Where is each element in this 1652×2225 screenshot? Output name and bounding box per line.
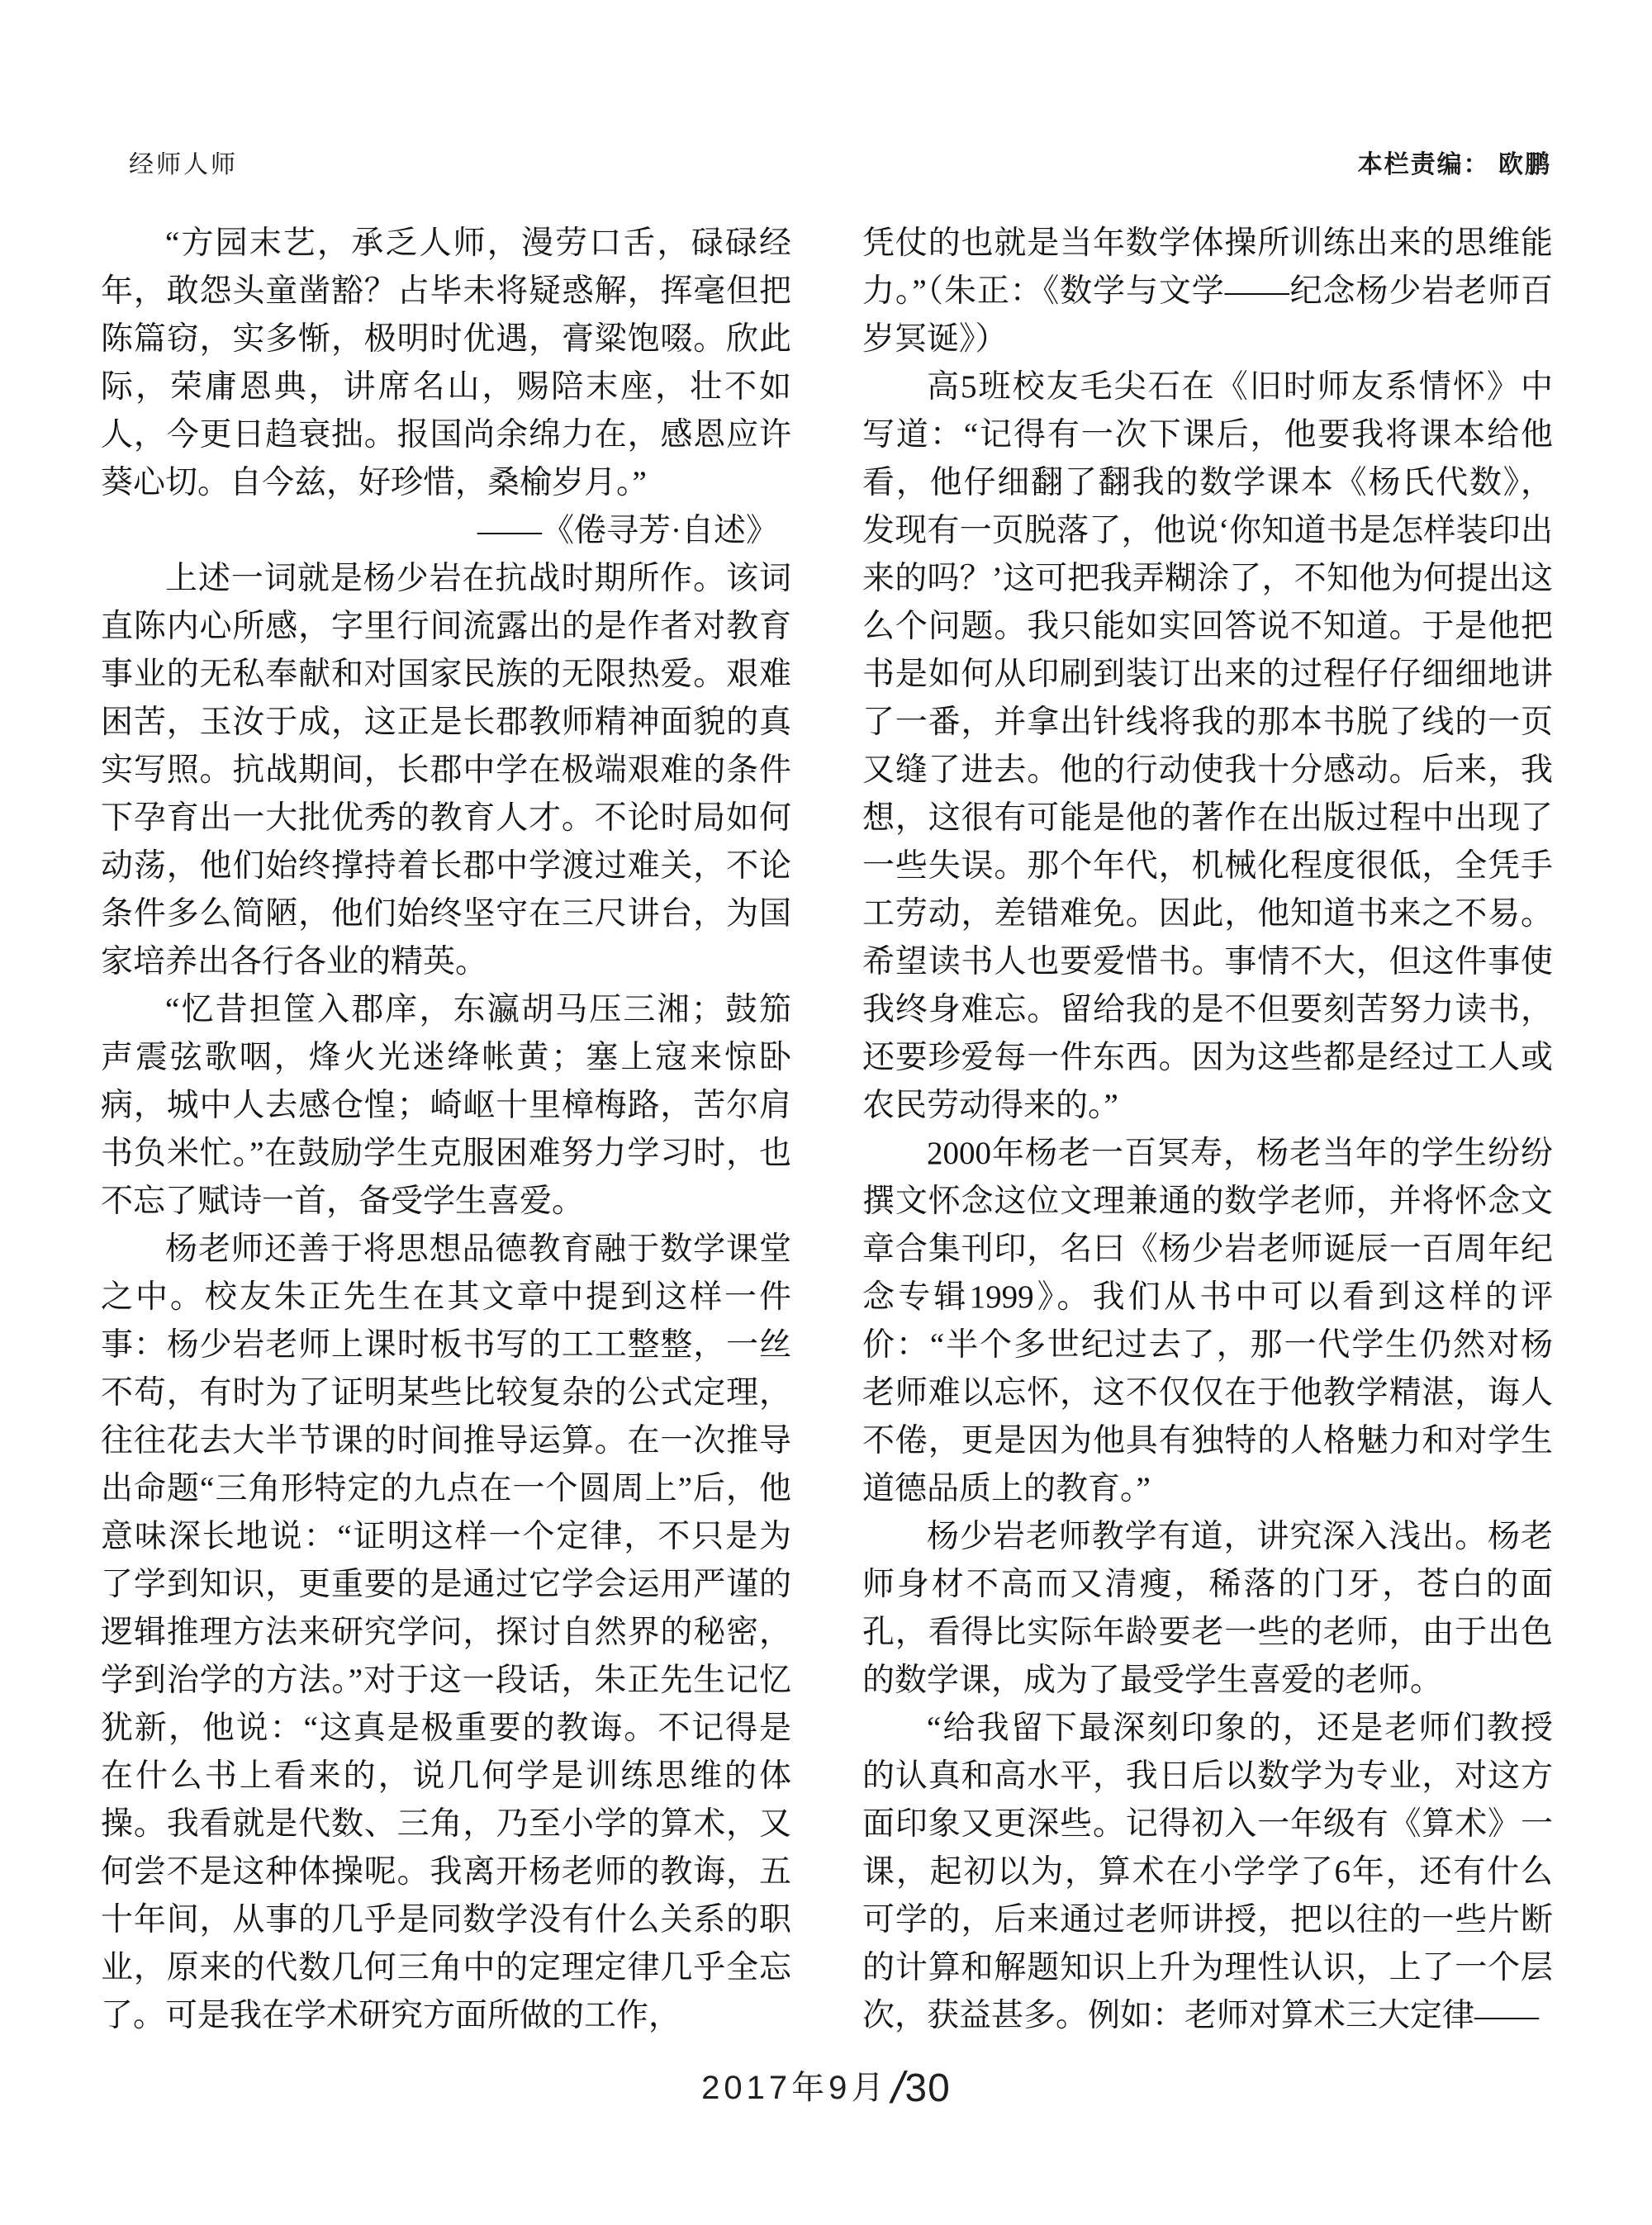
continuation-paragraph: 凭仗的也就是当年数学体操所训练出来的思维能力。”（朱正：《数学与文学——纪念杨少岩老师百岁冥诞》）: [862, 225, 1553, 357]
section-title: 经师人师: [129, 151, 238, 178]
right-text-column: [862, 220, 1553, 2040]
poem-quote-paragraph: “忆昔担筐入郡庠，东瀛胡马压三湘；鼓笳声震弦歌咽，烽火光迷绛帐黄；塞上寇来惊卧病，城中人去感仓惶；崎岖十里樟梅路，苦尔肩书负米忙。”在鼓励学生克服困难努力学习时，也不忘了赋诗一首，备受学生喜爱。: [101, 992, 791, 1219]
left-text-column: [101, 220, 791, 2040]
page-number: 30: [904, 2066, 951, 2110]
editor-credit: 本栏责编： 欧鹏: [1357, 151, 1551, 178]
body-paragraph: 上述一词就是杨少岩在抗战时期所作。该词直陈内心所感，字里行间流露出的是作者对教育事业的无私奉献和对国家民族的无限热爱。艰难困苦，玉汝于成，这正是长郡教师精神面貌的真实写照。抗战期间，长郡中学在极端艰难的条件下孕育出一大批优秀的教育人才。不论时局如何动荡，他们始终撑持着长郡中学渡过难关，不论条件多么简陋，他们始终坚守在三尺讲台，为国家培养出各行各业的精英。: [101, 561, 791, 980]
poem-attribution: ——《倦寻芳·自述》: [477, 513, 778, 548]
body-paragraph: “给我留下最深刻印象的，还是老师们教授的认真和高水平，我日后以数学为专业，对这方面印象又更深些。记得初入一年级有《算术》一课，起初以为，算术在小学学了6年，还有什么可学的，后来通过老师讲授，把以往的一些片断的计算和解题知识上升为理性认识，上了一个层次，获益甚多。例如：老师对算术三大定律——: [862, 1710, 1553, 2033]
page-header: [129, 144, 1551, 180]
body-paragraph: 高5班校友毛尖石在《旧时师友系情怀》中写道：“记得有一次下课后，他要我将课本给他看，他仔细翻了翻我的数学课本《杨氏代数》，发现有一页脱落了，他说‘你知道书是怎样装印出来的吗？’这可把我弄糊涂了，不知他为何提出这么个问题。我只能如实回答说不知道。于是他把书是如何从印刷到装订出来的过程仔仔细细地讲了一番，并拿出针线将我的那本书脱了线的一页又缝了进去。他的行动使我十分感动。后来，我想，这很有可能是他的著作在出版过程中出现了一些失误。那个年代，机械化程度很低，全凭手工劳动，差错难免。因此，他知道书来之不易。希望读书人也要爱惜书。事情不大，但这件事使我终身难忘。留给我的是不但要刻苦努力读书，还要珍爱每一件东西。因为这些都是经过工人或农民劳动得来的。”: [862, 369, 1553, 1123]
issue-date: 2017年9月: [701, 2070, 889, 2106]
body-paragraph: 2000年杨老一百冥寿，杨老当年的学生纷纷撰文怀念这位文理兼通的数学老师，并将怀念文章合集刊印，名曰《杨少岩老师诞辰一百周年纪念专辑1999》。我们从书中可以看到这样的评价：“半个多世纪过去了，那一代学生仍然对杨老师难以忘怀，这不仅仅在于他教学精湛，诲人不倦，更是因为他具有独特的人格魅力和对学生道德品质上的教育。”: [862, 1136, 1553, 1506]
poem-paragraph: “方园末艺，承乏人师，漫劳口舌，碌碌经年，敢怨头童凿豁？占毕未将疑惑解，挥毫但把陈篇窃，实多惭，极明时优遇，膏粱饱啜。欣此际，荣庸恩典，讲席名山，赐陪末座，壮不如人，今更日趋衰拙。报国尚余绵力在，感恩应许葵心切。自今兹，好珍惜，桑榆岁月。”: [101, 225, 791, 501]
body-paragraph: 杨老师还善于将思想品德教育融于数学课堂之中。校友朱正先生在其文章中提到这样一件事：杨少岩老师上课时板书写的工工整整，一丝不苟，有时为了证明某些比较复杂的公式定理，往往花去大半节课的时间推导运算。在一次推导出命题“三角形特定的九点在一个圆周上”后，他意味深长地说：“证明这样一个定律，不只是为了学到知识，更重要的是通过它学会运用严谨的逻辑推理方法来研究学问，探讨自然界的秘密，学到治学的方法。”对于这一段话，朱正先生记忆犹新，他说：“这真是极重要的教诲。不记得是在什么书上看来的，说几何学是训练思维的体操。我看就是代数、三角，乃至小学的算术，又何尝不是这种体操呢。我离开杨老师的教诲，五十年间，从事的几乎是同数学没有什么关系的职业，原来的代数几何三角中的定理定律几乎全忘了。可是我在学术研究方面所做的工作，: [101, 1231, 791, 2033]
page-footer: [0, 2061, 1652, 2114]
body-paragraph: 杨少岩老师教学有道，讲究深入浅出。杨老师身材不高而又清瘦，稀落的门牙，苍白的面孔，看得比实际年龄要老一些的老师，由于出色的数学课，成为了最受学生喜爱的老师。: [862, 1519, 1553, 1698]
slash-separator: /: [891, 2063, 904, 2113]
